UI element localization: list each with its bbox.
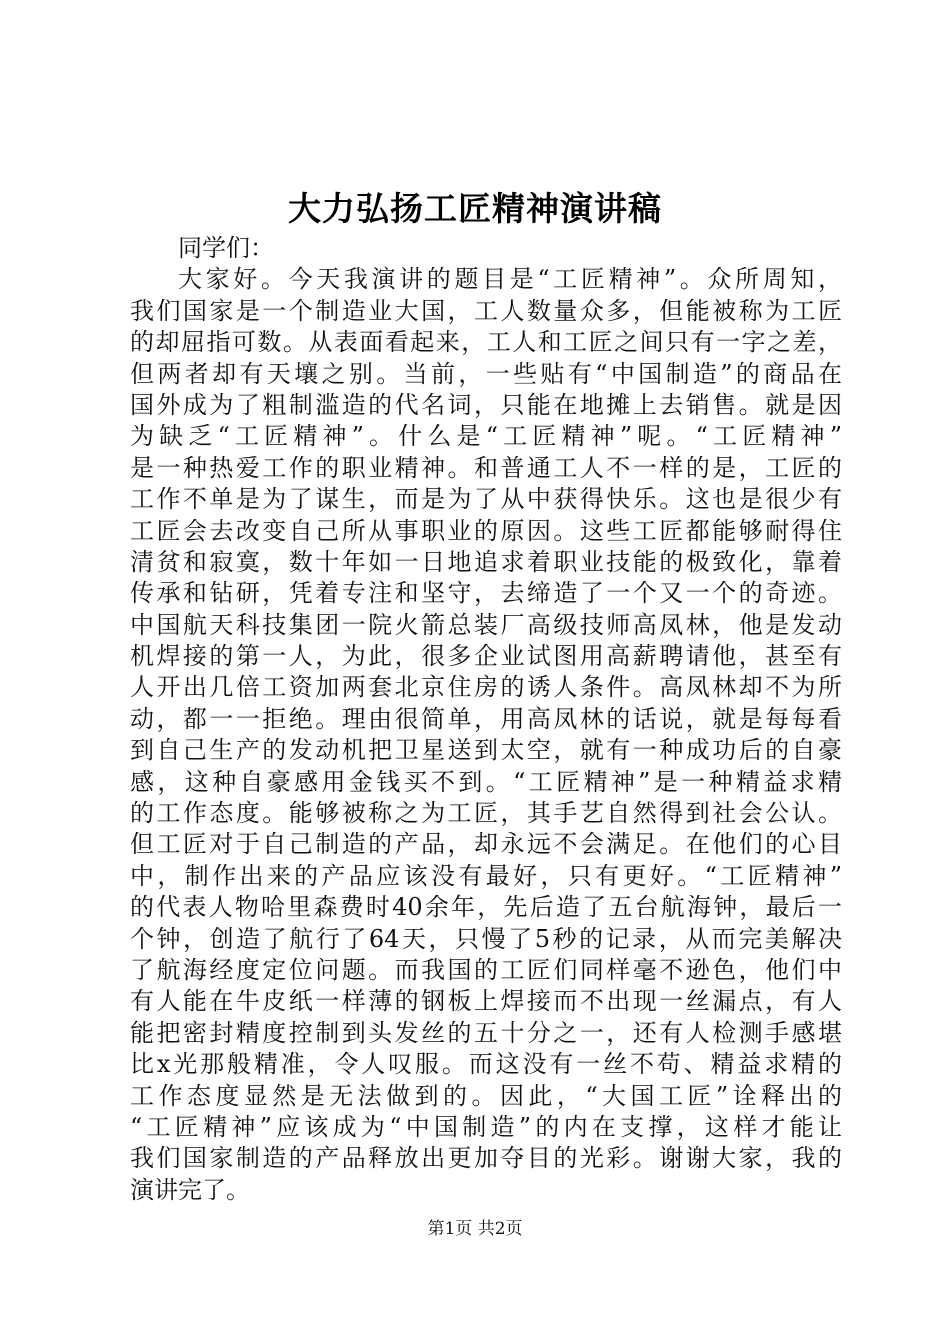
text-line: 感，这种自豪感用金钱买不到。“工匠精神”是一种精益求精 xyxy=(130,767,842,796)
text-line: 但两者却有天壤之别。当前，一些贴有“中国制造”的商品在 xyxy=(130,359,842,388)
text-line: 清贫和寂寞，数十年如一日地追求着职业技能的极致化，靠着 xyxy=(130,547,842,576)
text-line: 的工作态度。能够被称之为工匠，其手艺自然得到社会公认。 xyxy=(130,799,842,828)
text-line: 中，制作出来的产品应该没有最好，只有更好。“工匠精神” xyxy=(130,861,842,890)
text-line: 机焊接的第一人，为此，很多企业试图用高薪聘请他，甚至有 xyxy=(130,642,842,671)
speech-body xyxy=(130,233,842,1206)
document-title: 大力弘扬工匠精神演讲稿 xyxy=(288,189,662,228)
text-line: 工作不单是为了谋生，而是为了从中获得快乐。这也是很少有 xyxy=(130,485,842,514)
text-line: 个钟，创造了航行了64天，只慢了5秒的记录，从而完美解决 xyxy=(130,924,842,953)
text-line: 我们国家是一个制造业大国，工人数量众多，但能被称为工匠 xyxy=(130,296,842,325)
text-line: “工匠精神”应该成为“中国制造”的内在支撑，这样才能让 xyxy=(130,1112,842,1141)
text-line: 的代表人物哈里森费时40余年，先后造了五台航海钟，最后一 xyxy=(130,893,842,922)
text-line: 能把密封精度控制到头发丝的五十分之一，还有人检测手感堪 xyxy=(130,1018,842,1047)
text-line: 动，都一一拒绝。理由很简单，用高凤林的话说，就是每每看 xyxy=(130,704,842,733)
text-line: 为缺乏“工匠精神”。什么是“工匠精神”呢。“工匠精神” xyxy=(130,422,842,451)
text-line: 是一种热爱工作的职业精神。和普通工人不一样的是，工匠的 xyxy=(130,453,842,482)
text-line: 国外成为了粗制滥造的代名词，只能在地摊上去销售。就是因 xyxy=(130,390,842,419)
text-line: 中国航天科技集团一院火箭总装厂高级技师高凤林，他是发动 xyxy=(130,610,842,639)
text-line: 传承和钻研，凭着专注和坚守，去缔造了一个又一个的奇迹。 xyxy=(130,579,842,608)
text-line: 大家好。今天我演讲的题目是“工匠精神”。众所周知， xyxy=(178,265,842,294)
text-line: 到自己生产的发动机把卫星送到太空，就有一种成功后的自豪 xyxy=(130,736,842,765)
page-footer: 第1页 共2页 xyxy=(427,1219,523,1239)
text-line: 了航海经度定位问题。而我国的工匠们同样毫不逊色，他们中 xyxy=(130,955,842,984)
text-line: 有人能在牛皮纸一样薄的钢板上焊接而不出现一丝漏点，有人 xyxy=(130,987,842,1016)
text-line: 工匠会去改变自己所从事职业的原因。这些工匠都能够耐得住 xyxy=(130,516,842,545)
text-line: 工作态度显然是无法做到的。因此，“大国工匠”诠释出的 xyxy=(130,1081,842,1110)
text-line: 人开出几倍工资加两套北京住房的诱人条件。高凤林却不为所 xyxy=(130,673,842,702)
text-line: 的却屈指可数。从表面看起来，工人和工匠之间只有一字之差， xyxy=(130,328,842,357)
salutation: 同学们： xyxy=(178,234,274,262)
text-line: 比x光那般精准，令人叹服。而这没有一丝不苟、精益求精的 xyxy=(130,1050,842,1079)
text-line: 我们国家制造的产品释放出更加夺目的光彩。谢谢大家，我的 xyxy=(130,1144,842,1173)
text-line: 但工匠对于自己制造的产品，却永远不会满足。在他们的心目 xyxy=(130,830,842,859)
text-line: 演讲完了。 xyxy=(130,1175,250,1204)
